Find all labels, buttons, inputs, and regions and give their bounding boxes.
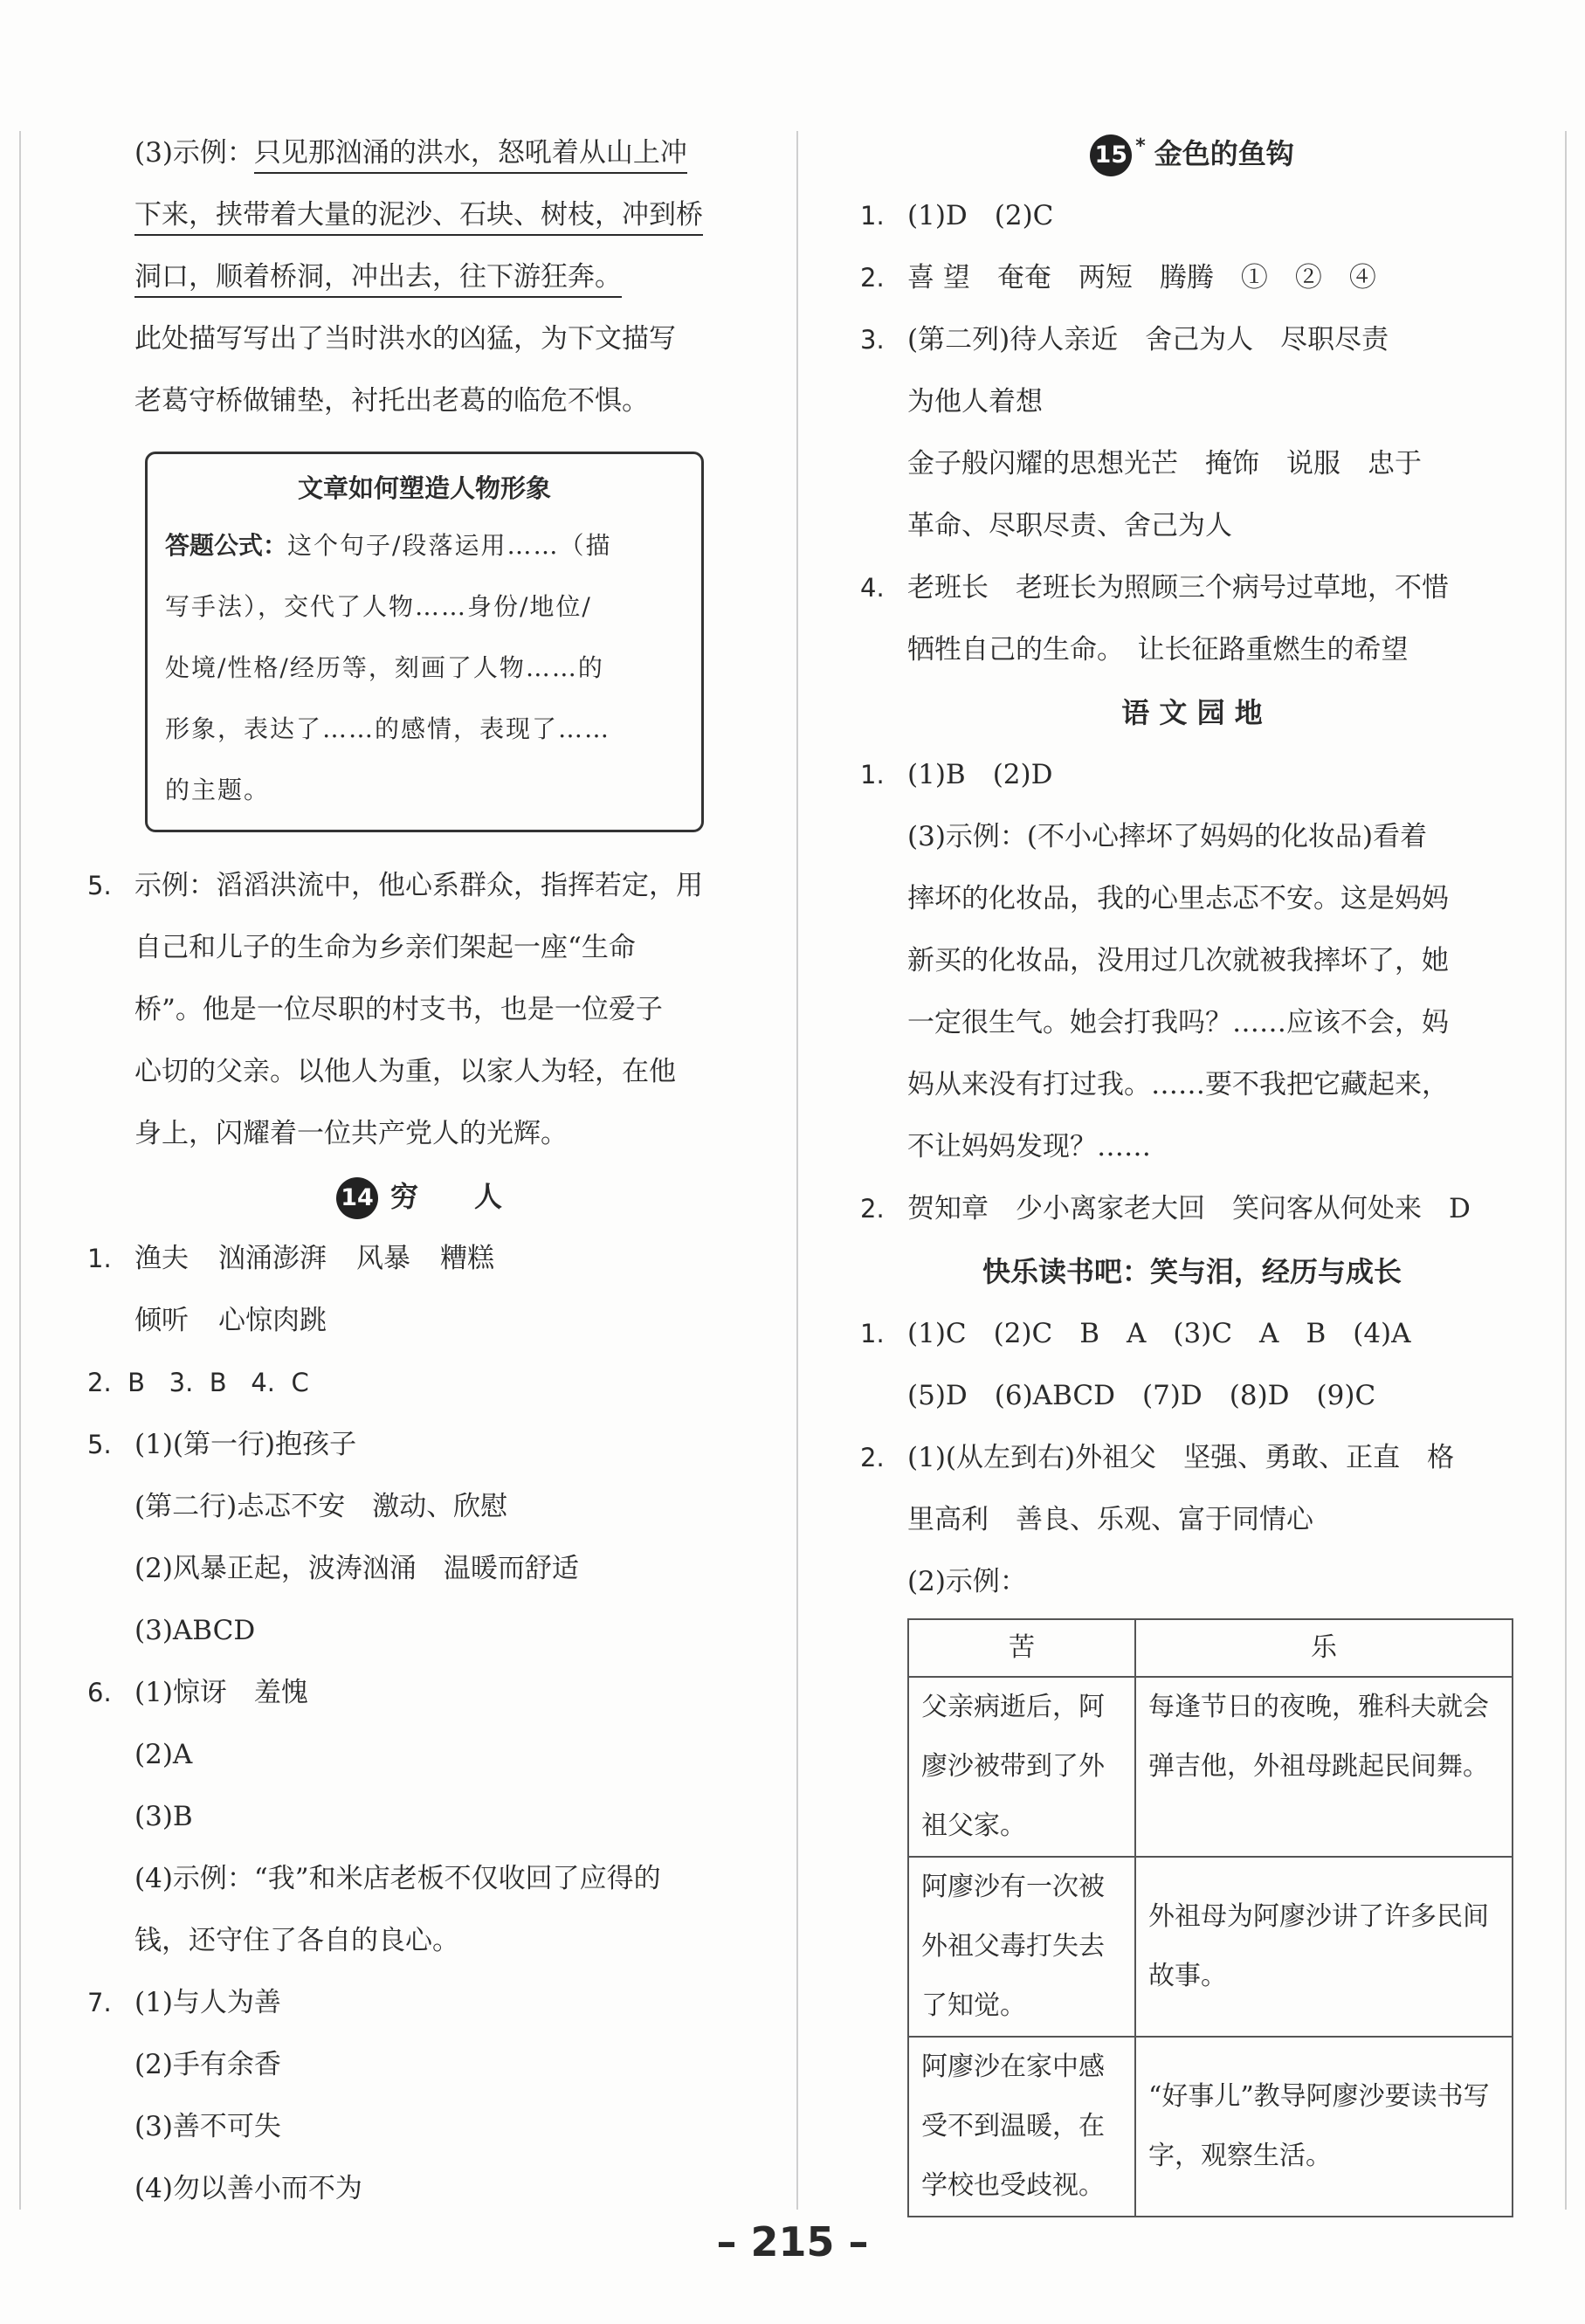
left-edge-rule: [19, 131, 21, 2210]
l15-q3-text: (第二列)待人亲近 舍己为人 尽职尽责: [907, 324, 1389, 355]
table-cell: 阿廖沙在家中感受不到温暖，在学校也受歧视。: [908, 2037, 1135, 2217]
q3-analysis-1: 此处描写写出了当时洪水的凶猛，为下文描写: [134, 323, 676, 355]
lesson-15-heading: [860, 122, 1524, 185]
l14-q1-word: 渔夫: [134, 1243, 189, 1274]
left-q5-line-3: 桥”。他是一位尽职的村支书，也是一位爱子: [134, 994, 663, 1025]
table-header-joy: 乐: [1135, 1619, 1513, 1677]
table-cell: 父亲病逝后，阿廖沙被带到了外祖父家。: [908, 1677, 1135, 1857]
l14-q7-line-4: (4)勿以善小而不为: [134, 2173, 362, 2204]
reading-q1-text: (1)C (2)C B A (3)C A B (4)A: [907, 1318, 1411, 1349]
l15-q3-line-3: 金子般闪耀的思想光芒 掩饰 说服 忠于: [907, 448, 1422, 479]
garden-heading: 语 文 园 地: [1121, 696, 1263, 729]
reading-q2-line-2: 里高利 善良、乐观、富于同情心: [907, 1504, 1313, 1535]
left-q5-text-1: 示例：滔滔洪流中，他心系群众，指挥若定，用: [134, 870, 703, 901]
l14-q1-word: 汹涌澎湃: [218, 1243, 327, 1274]
column-divider: [796, 131, 798, 2210]
tip-box-line-1: [165, 515, 684, 576]
l14-q5-line-4: (3)ABCD: [134, 1615, 256, 1646]
table-cell: 阿廖沙有一次被外祖父毒打失去了知觉。: [908, 1857, 1135, 2037]
left-q5-line-2: 自己和儿子的生命为乡亲们架起一座“生命: [134, 932, 636, 963]
l14-q2-answer: B: [127, 1368, 146, 1397]
l14-q1-word: 风暴: [356, 1243, 410, 1274]
l15-q4-text: 老班长 老班长为照顾三个病号过草地，不惜: [907, 572, 1449, 603]
garden-q2-number: 2.: [860, 1194, 885, 1224]
l15-q3-line-1: [860, 309, 1524, 371]
l14-q4-number: 4.: [251, 1368, 276, 1397]
garden-q1-text: (1)B (2)D: [907, 759, 1053, 790]
l14-q1-line-1: [87, 1228, 751, 1290]
l14-q234-line: [87, 1352, 751, 1414]
table-row: [908, 1857, 1513, 2037]
table-cell: 每逢节日的夜晚，雅科夫就会弹吉他，外祖母跳起民间舞。: [1135, 1677, 1513, 1857]
l15-q2-line-1: [860, 247, 1524, 309]
garden-q1-line-3: 摔坏的化妆品，我的心里忐忑不安。这是妈妈: [907, 883, 1449, 914]
left-q5-line-5: 身上，闪耀着一位共产党人的光辉。: [134, 1118, 568, 1149]
left-column: [87, 122, 751, 2220]
l14-q4-answer: C: [291, 1368, 309, 1397]
l14-q1-word: 糟糕: [440, 1243, 494, 1274]
left-q5-line-4: 心切的父亲。以他人为重，以家人为轻，在他: [134, 1056, 676, 1087]
l15-q2-text: 喜 望 奄奄 两短 腾腾 ① ② ④: [907, 262, 1376, 293]
tip-box-line-2: 写手法），交代了人物……身份/地位/: [165, 592, 592, 621]
lesson-14-heading: [87, 1165, 751, 1228]
q3-line-3: [87, 246, 751, 308]
reading-q1-line-1: [860, 1303, 1524, 1365]
reading-heading: 快乐读书吧：笑与泪，经历与成长: [982, 1255, 1402, 1288]
garden-q2-line-1: [860, 1178, 1524, 1240]
garden-q1-number: 1.: [860, 760, 885, 790]
formula-label: 答题公式：: [165, 531, 288, 560]
l14-q5-line-3: (2)风暴正起，波涛汹涌 温暖而舒适: [134, 1553, 579, 1584]
table-cell: 外祖母为阿廖沙讲了许多民间故事。: [1135, 1857, 1513, 2037]
garden-q1-line-1: [860, 744, 1524, 806]
tip-box-title: 文章如何塑造人物形象: [297, 473, 551, 503]
garden-q1-line-5: 一定很生气。她会打我吗？……应该不会，妈: [907, 1007, 1449, 1038]
l15-q1-number: 1.: [860, 201, 885, 231]
tip-text-1: 这个句子/段落运用……（描: [287, 531, 612, 560]
q3-underlined-2: 下来，挟带着大量的泥沙、石块、树枝，冲到桥: [134, 199, 703, 236]
lesson-14-title: 穷 人: [389, 1180, 502, 1213]
table-row: [908, 2037, 1513, 2217]
l14-q7-line-1: [87, 1972, 751, 2034]
table-cell: “好事儿”教导阿廖沙要读书写字，观察生活。: [1135, 2037, 1513, 2217]
l14-q6-line-5: 钱，还守住了各自的良心。: [134, 1925, 459, 1956]
table-header-row: [908, 1619, 1513, 1677]
l14-q1-line-2: [87, 1290, 751, 1352]
l14-q5-line-1: [87, 1414, 751, 1476]
q3-analysis-2: 老葛守桥做铺垫，衬托出老葛的临危不惧。: [134, 385, 649, 417]
reading-q2-number: 2.: [860, 1443, 885, 1472]
tip-box-line-4: 形象，表达了……的感情，表现了……: [165, 714, 611, 743]
l14-q3-answer: B: [209, 1368, 227, 1397]
l14-q7-text: (1)与人为善: [134, 1987, 281, 2018]
lesson-14-badge: 14: [336, 1177, 378, 1219]
l14-q7-number: 7.: [87, 1988, 112, 2017]
l14-q6-text: (1)惊讶 羞愧: [134, 1677, 308, 1708]
page-number: – 215 –: [716, 2218, 869, 2265]
q3-line-1: [87, 122, 751, 184]
l15-q2-number: 2.: [860, 263, 885, 293]
garden-q1-line-6: 妈从来没有打过我。……要不我把它藏起来，: [907, 1069, 1449, 1100]
l14-q7-line-3: (3)善不可失: [134, 2111, 281, 2142]
l15-q3-line-4: 革命、尽职尽责、舍己为人: [907, 510, 1232, 541]
right-column: [860, 122, 1524, 2217]
left-q5-line-1: [87, 855, 751, 917]
l14-q1-word: 倾听: [134, 1305, 189, 1336]
garden-q1-line-4: 新买的化妆品，没用过几次就被我摔坏了，她: [907, 945, 1449, 976]
reading-q2-line-1: [860, 1427, 1524, 1489]
l14-q1-number: 1.: [87, 1244, 112, 1273]
left-q5: [87, 855, 751, 1165]
reading-q2-text: (1)(从左到右)外祖父 坚强、勇敢、正直 格: [907, 1442, 1455, 1473]
garden-q2-text: 贺知章 少小离家老大回 笑问客从何处来 D: [907, 1193, 1471, 1224]
left-q5-number: 5.: [87, 871, 112, 900]
bitter-joy-table: [907, 1618, 1513, 2217]
l14-q2-number: 2.: [87, 1368, 112, 1397]
lesson-15-star: *: [1135, 135, 1146, 157]
l14-q5-number: 5.: [87, 1430, 112, 1459]
l14-q7-line-2: (2)手有余香: [134, 2049, 281, 2080]
l15-q4-line-2: 牺牲自己的生命。 让长征路重燃生的希望: [907, 634, 1409, 665]
l14-q5-line-2: (第二行)忐忑不安 激动、欣慰: [134, 1491, 508, 1522]
l14-q6-number: 6.: [87, 1678, 112, 1707]
l15-q3-line-2: 为他人着想: [907, 386, 1043, 417]
tip-box: [145, 452, 704, 832]
reading-q1-number: 1.: [860, 1319, 885, 1348]
garden-q1-line-7: 不让妈妈发现？……: [907, 1131, 1151, 1162]
l14-q6-line-2: (2)A: [134, 1739, 193, 1770]
tip-box-line-5: 的主题。: [165, 776, 271, 804]
l15-q1-line-1: [860, 185, 1524, 247]
l15-q4-number: 4.: [860, 573, 885, 603]
q3-underlined-1: 只见那汹涌的洪水，怒吼着从山上冲: [254, 137, 687, 174]
garden-q1-line-2: (3)示例：(不小心摔坏了妈妈的化妆品)看着: [907, 821, 1428, 852]
l14-q6-line-4: (4)示例：“我”和米店老板不仅收回了应得的: [134, 1863, 661, 1894]
q3-label: (3)示例：: [134, 137, 254, 169]
lesson-15-badge: 15: [1090, 134, 1132, 176]
q3-underlined-3: 洞口，顺着桥洞，冲出去，往下游狂奔。: [134, 261, 622, 298]
l14-q1-word: 心惊肉跳: [218, 1305, 327, 1336]
reading-q1-line-2: (5)D (6)ABCD (7)D (8)D (9)C: [907, 1380, 1376, 1411]
tip-box-line-3: 处境/性格/经历等，刻画了人物……的: [165, 653, 604, 682]
l14-q6-line-1: [87, 1662, 751, 1724]
reading-q2-line-3: (2)示例：: [907, 1566, 1027, 1597]
l15-q3-number: 3.: [860, 325, 885, 355]
l14-q5-text: (1)(第一行)抱孩子: [134, 1429, 357, 1460]
l14-q6-line-3: (3)B: [134, 1801, 193, 1832]
right-edge-rule: [1565, 131, 1567, 2210]
l15-q1-text: (1)D (2)C: [907, 200, 1054, 231]
table-header-bitter: 苦: [908, 1619, 1135, 1677]
table-row: [908, 1677, 1513, 1857]
lesson-15-title: 金色的鱼钩: [1154, 137, 1294, 170]
q3-line-2: [87, 184, 751, 246]
l15-q4-line-1: [860, 557, 1524, 619]
l14-q3-number: 3.: [169, 1368, 194, 1397]
